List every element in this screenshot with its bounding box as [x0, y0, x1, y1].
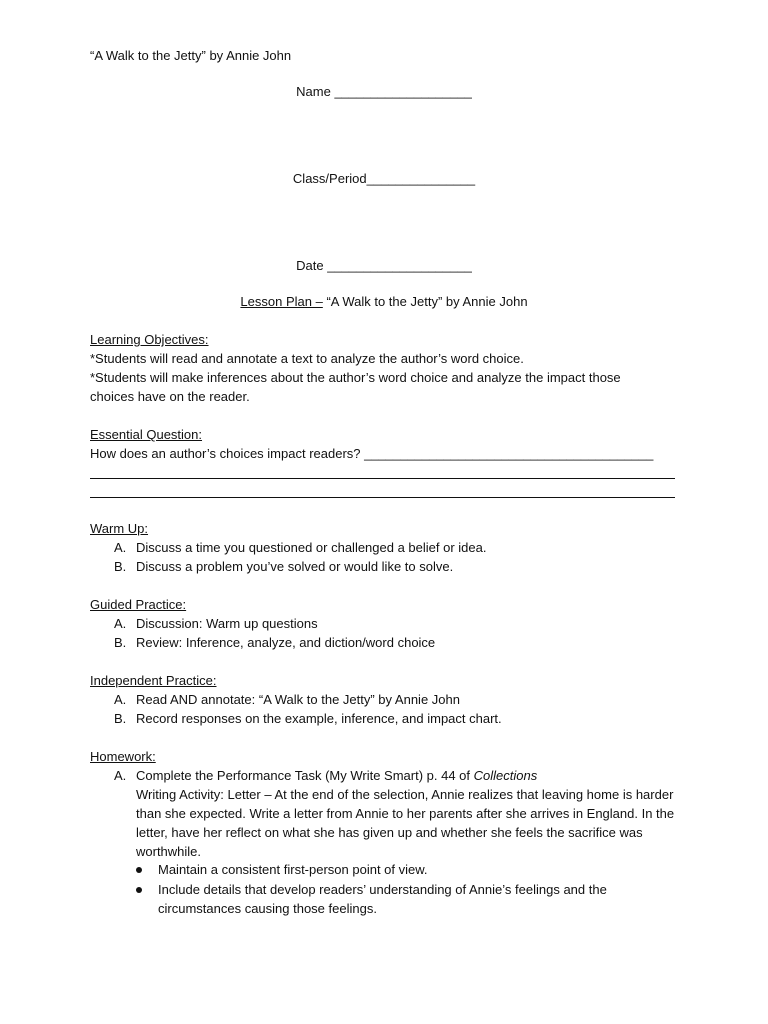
independent-practice-heading: Independent Practice:: [90, 673, 217, 688]
homework-heading: Homework:: [90, 749, 156, 764]
bullet-dot-icon: [136, 887, 142, 893]
essential-question-text: How does an author’s choices impact readers? ________________________________________: [90, 446, 654, 461]
objective-line-2: *Students will make inferences about the author’s word choice and analyze the impact those: [90, 370, 621, 385]
writing-activity-text: Writing Activity: Letter – At the end of the selection, Annie realizes that leaving home is harder than she expected. Write a letter from Annie to her parents after she arrives in England. In the letter, have her reflect on what she has given up and whether she feels the sacrifice was worthwhile.: [136, 787, 675, 859]
guided-practice-heading: Guided Practice:: [90, 597, 187, 612]
learning-objectives-heading: Learning Objectives:: [90, 332, 209, 347]
lesson-plan-text: “A Walk to the Jetty” by Annie John: [322, 294, 528, 309]
list-item-label: B.: [114, 711, 127, 726]
list-item-text: Review: Inference, analyze, and diction/word choice: [136, 635, 436, 650]
homework-book-title: Collections: [473, 768, 538, 783]
warm-up-heading: Warm Up:: [90, 521, 149, 536]
class-period-field: Class/Period_______________: [292, 171, 476, 186]
objective-line-1: *Students will read and annotate a text to analyze the author’s word choice.: [90, 351, 524, 366]
list-item-label: A.: [114, 768, 127, 783]
bullet-text: Include details that develop readers’ understanding of Annie’s feelings and the circumstances causing those feelings.: [158, 882, 607, 916]
answer-line: [90, 478, 675, 479]
bullet-dot-icon: [136, 867, 142, 873]
lesson-plan-title: [0, 292, 768, 311]
list-item-text: Discuss a problem you’ve solved or would like to solve.: [136, 559, 454, 574]
bullet-text: Maintain a consistent first-person point of view.: [158, 862, 428, 877]
list-item-text: Discussion: Warm up questions: [136, 616, 318, 631]
list-item-text: Discuss a time you questioned or challenged a belief or idea.: [136, 540, 487, 555]
list-item-label: A.: [114, 540, 127, 555]
list-item-label: A.: [114, 692, 127, 707]
name-field: Name ___________________: [296, 84, 472, 99]
document-header-title: “A Walk to the Jetty” by Annie John: [90, 48, 292, 63]
objective-line-3: choices have on the reader.: [90, 389, 250, 404]
answer-line: [90, 497, 675, 498]
lesson-plan-label: Lesson Plan –: [240, 294, 323, 309]
homework-task-text: [136, 766, 537, 785]
list-item-text: Read AND annotate: “A Walk to the Jetty” by Annie John: [136, 692, 460, 707]
list-item-label: A.: [114, 616, 127, 631]
homework-task-main: Complete the Performance Task (My Write Smart) p. 44 of: [136, 768, 474, 783]
list-item-label: B.: [114, 635, 127, 650]
list-item-label: B.: [114, 559, 127, 574]
date-field: Date ____________________: [296, 258, 472, 273]
essential-question-heading: Essential Question:: [90, 427, 203, 442]
list-item-text: Record responses on the example, inference, and impact chart.: [136, 711, 502, 726]
